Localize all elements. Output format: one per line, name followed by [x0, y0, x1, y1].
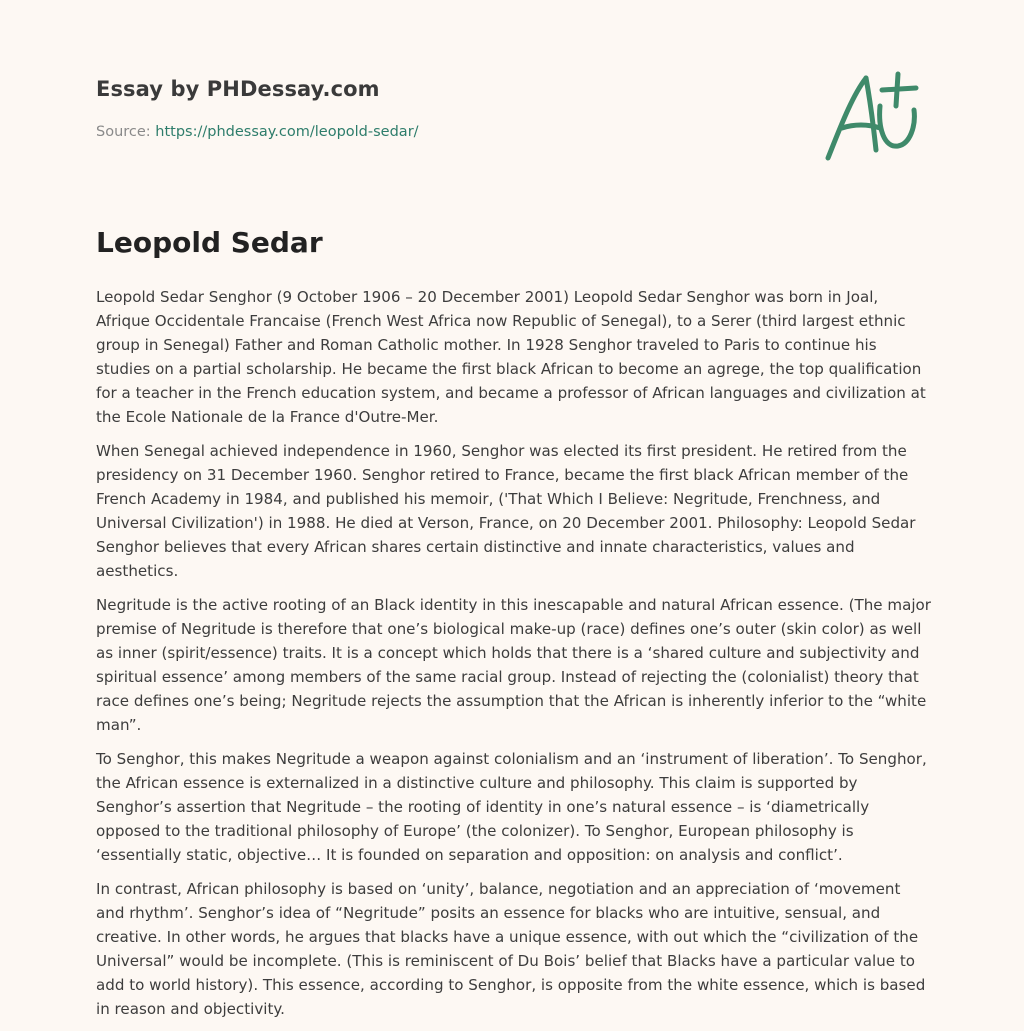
- essay-title: Leopold Sedar: [96, 226, 323, 259]
- source-link[interactable]: https://phdessay.com/leopold-sedar/: [155, 124, 419, 140]
- site-brand: Essay by PHDessay.com: [96, 77, 380, 101]
- essay-paragraph: Negritude is the active rooting of an Black identity in this inescapable and natural African essence. (The major premise of Negritude is therefore that one’s biological make-up (race) defines one’s outer (skin color) as well as inner (spirit/essence) traits. It is a concept which holds that there is a ‘shared culture and subjectivity and spiritual essence’ among members of the same racial group. Instead of rejecting the (colonialist) theory that race defines one’s being; Negritude rejects the assumption that the African is inherently inferior to the “white man”.: [96, 596, 931, 734]
- essay-paragraph: In contrast, African philosophy is based on ‘unity’, balance, negotiation and an appreciation of ‘movement and rhythm’. Senghor’s idea of “Negritude” posits an essence for blacks who are intuitive, sensual, and creative. In other words, he argues that blacks have a unique essence, with out which the “civilization of the Universal” would be incomplete. (This is reminiscent of Du Bois’ belief that Blacks have a particular value to add to world history). This essence, according to Senghor, is opposite from the white essence, which is based in reason and objectivity.: [96, 880, 926, 1018]
- essay-paragraph: When Senegal achieved independence in 1960, Senghor was elected its first president. He retired from the presidency on 31 December 1960. Senghor retired to France, became the first black African member of the French Academy in 1984, and published his memoir, ('That Which I Believe: Negritude, Frenchness, and Universal Civilization') in 1988. He died at Verson, France, on 20 December 2001. Philosophy: Leopold Sedar Senghor believes that every African shares certain distinctive and innate characteristics, values and aesthetics.: [96, 442, 916, 580]
- essay-paragraph: Leopold Sedar Senghor (9 October 1906 – 20 December 2001) Leopold Sedar Senghor was born in Joal, Afrique Occidentale Francaise (French West Africa now Republic of Senegal), to a Serer (third largest ethnic group in Senegal) Father and Roman Catholic mother. In 1928 Senghor traveled to Paris to continue his studies on a partial scholarship. He became the first black African to become an agrege, the top qualification for a teacher in the French education system, and became a professor of African languages and civilization at the Ecole Nationale de la France d'Outre-Mer.: [96, 288, 926, 426]
- source-label: Source:: [96, 124, 156, 140]
- source-line: [96, 124, 419, 140]
- essay-body: [96, 285, 932, 1031]
- essay-paragraph: To Senghor, this makes Negritude a weapon against colonialism and an ‘instrument of liberation’. To Senghor, the African essence is externalized in a distinctive culture and philosophy. This claim is supported by Senghor’s assertion that Negritude – the rooting of identity in one’s natural essence – is ‘diametrically opposed to the traditional philosophy of Europe’ (the colonizer). To Senghor, European philosophy is ‘essentially static, objective… It is founded on separation and opposition: on analysis and conflict’.: [96, 750, 927, 864]
- a-plus-logo-icon: [818, 66, 928, 166]
